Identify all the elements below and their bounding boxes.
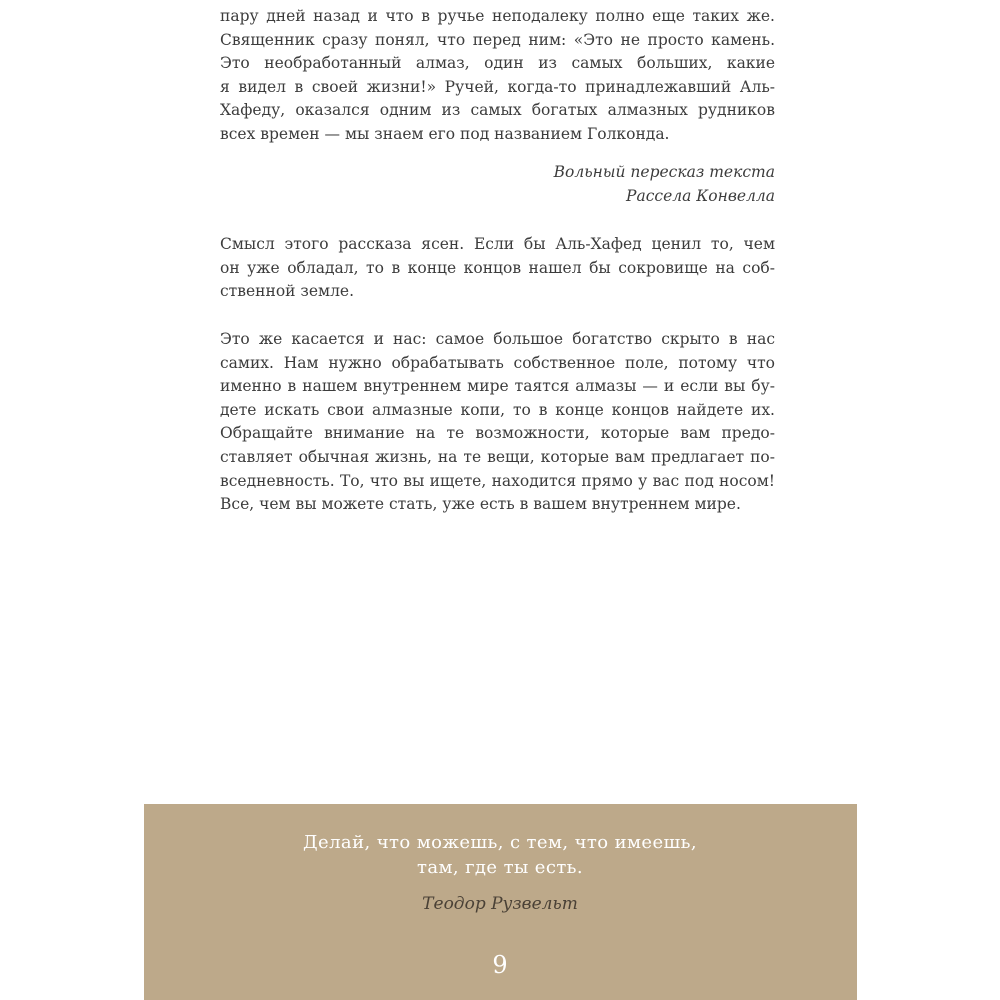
text-line: вседневность. То, что вы ищете, находится прямо у вас под носом! — [220, 471, 775, 490]
text-line: ственной земле. — [220, 282, 355, 301]
quote-line: Делай, что можешь, с тем, что имеешь, — [303, 832, 697, 853]
attribution-line: Рассела Конвелла — [626, 186, 775, 205]
text-line: пару дней назад и что в ручье неподалеку полно еще таких же. — [220, 7, 775, 25]
text-line: дете искать свои алмазные копи, то в конце концов найдете их. — [220, 400, 775, 419]
text-line: Обращайте внимание на те возможности, которые вам предо- — [220, 424, 775, 443]
attribution-line: Вольный пересказ текста — [553, 163, 775, 181]
text-line: Это же касается и нас: самое большое богатство скрыто в нас — [220, 330, 775, 348]
source-attribution — [220, 161, 775, 208]
text-line: Все, чем вы можете стать, уже есть в вашем внутреннем мире. — [220, 495, 741, 514]
meaning-paragraph — [220, 233, 775, 304]
text-line: ставляет обычная жизнь, на те вещи, которые вам предлагает по- — [220, 447, 775, 466]
story-ending-paragraph — [220, 5, 775, 147]
text-line: самих. Нам нужно обрабатывать собственное поле, потому что — [220, 353, 775, 372]
epigraph-quote — [0, 830, 1000, 880]
quote-line: там, где ты есть. — [416, 857, 584, 878]
text-line: он уже обладал, то в конце концов нашел бы сокровище на соб- — [220, 258, 775, 277]
text-line: Хафеду, оказался одним из самых богатых алмазных рудников — [220, 101, 775, 120]
text-line: я видел в своей жизни!» Ручей, когда-то принадлежавший Аль- — [220, 77, 775, 96]
text-line: именно в нашем внутреннем мире таятся алмазы — и если вы бу- — [220, 377, 775, 396]
text-line: всех времен — мы знаем его под названием Голконда. — [220, 124, 670, 143]
text-line: Это необработанный алмаз, один из самых больших, какие — [220, 54, 775, 73]
text-line: Священник сразу понял, что перед ним: «Это не просто камень. — [220, 30, 775, 49]
lesson-paragraph — [220, 328, 775, 517]
quote-author: Теодор Рузвельт — [422, 894, 578, 914]
text-line: Смысл этого рассказа ясен. Если бы Аль-Хафед ценил то, чем — [220, 235, 775, 253]
page-number: 9 — [492, 951, 508, 979]
